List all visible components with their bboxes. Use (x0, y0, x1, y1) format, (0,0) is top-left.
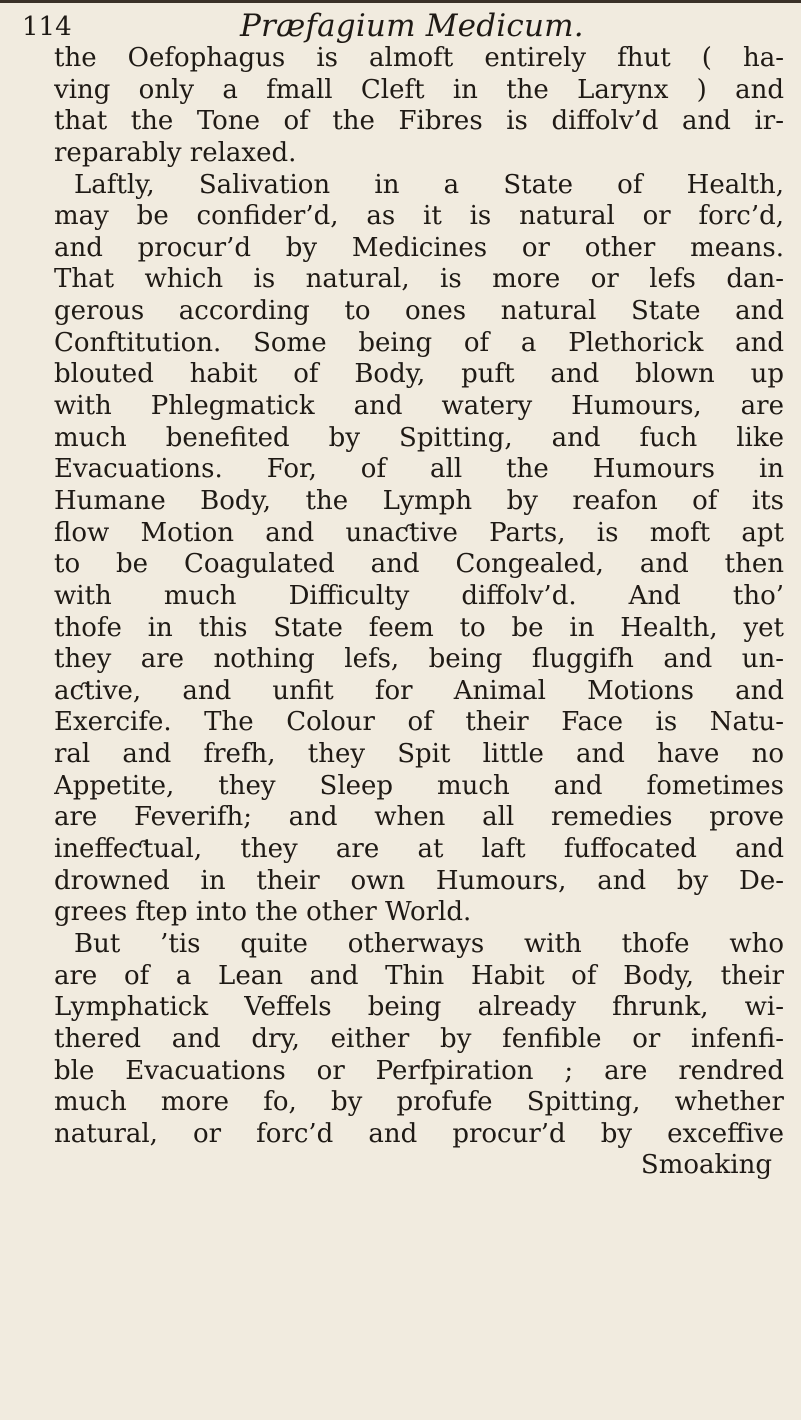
text-line-16: flow Motion and unaƈtive Parts, is moft apt (54, 517, 784, 548)
text-line-5: Laftly, Salivation in a State of Health, (74, 169, 784, 200)
text-line-29: But ’tis quite otherways with thofe who (74, 928, 784, 959)
text-line-2: ving only a fmall Cleft in the Larynx ) and (54, 74, 784, 105)
text-line-14: Evacuations. For, of all the Humours in (54, 454, 784, 485)
page-header (22, 8, 782, 42)
text-line-13: much benefited by Spitting, and fuch like (54, 422, 784, 453)
running-head: Præfagium Medicum. (240, 8, 584, 44)
text-line-34: much more fo, by profufe Spitting, whether (54, 1087, 784, 1118)
text-line-22: Exercife. The Colour of their Face is Natu- (54, 707, 784, 738)
text-line-8: That which is natural, is more or lefs dan- (54, 264, 784, 295)
catchword: Smoaking (640, 1150, 772, 1181)
text-line-35: natural, or forc’d and procur’d by exceffive (54, 1118, 784, 1149)
text-line-1: the Oefophagus is almoft entirely fhut ( ha- (54, 43, 784, 73)
body-text (54, 43, 784, 1182)
text-line-25: are Feverifh; and when all remedies prove (54, 802, 784, 833)
text-line-18: with much Difficulty diffolv’d. And tho’ (54, 580, 784, 611)
text-line-6: may be confider’d, as it is natural or forc’d, (54, 201, 784, 232)
text-line-3: that the Tone of the Fibres is diffolv’d and ir- (54, 106, 784, 137)
text-line-33: ble Evacuations or Perfpiration ; are rendred (54, 1055, 784, 1086)
text-line-31: Lymphatick Veffels being already fhrunk, wi- (54, 992, 784, 1023)
text-line-23: ral and frefh, they Spit little and have no (54, 739, 784, 770)
text-line-9: gerous according to ones natural State and (54, 296, 784, 327)
text-line-17: to be Coagulated and Congealed, and then (54, 549, 784, 580)
text-line-11: blouted habit of Body, puft and blown up (54, 359, 784, 390)
text-line-28: grees ftep into the other World. (54, 897, 472, 928)
text-line-15: Humane Body, the Lymph by reafon of its (54, 485, 784, 516)
text-line-20: they are nothing lefs, being fluggifh and un- (54, 644, 784, 675)
text-line-27: drowned in their own Humours, and by De- (54, 865, 784, 896)
text-line-7: and procur’d by Medicines or other means. (54, 232, 784, 263)
text-line-32: thered and dry, either by fenfible or infenfi- (54, 1023, 784, 1054)
page-number: 114 (22, 12, 72, 42)
text-line-21: aƈtive, and unfit for Animal Motions and (54, 675, 784, 706)
text-line-19: thofe in this State feem to be in Health, yet (54, 612, 784, 643)
text-line-12: with Phlegmatick and watery Humours, are (54, 391, 784, 422)
text-line-4: reparably relaxed. (54, 137, 297, 168)
top-border-rule (0, 0, 801, 3)
text-line-30: are of a Lean and Thin Habit of Body, their (54, 960, 784, 991)
text-line-24: Appetite, they Sleep much and fometimes (54, 770, 784, 801)
text-line-10: Conftitution. Some being of a Plethorick and (54, 327, 784, 358)
text-line-26: ineffeƈtual, they are at laft fuffocated and (54, 834, 784, 865)
